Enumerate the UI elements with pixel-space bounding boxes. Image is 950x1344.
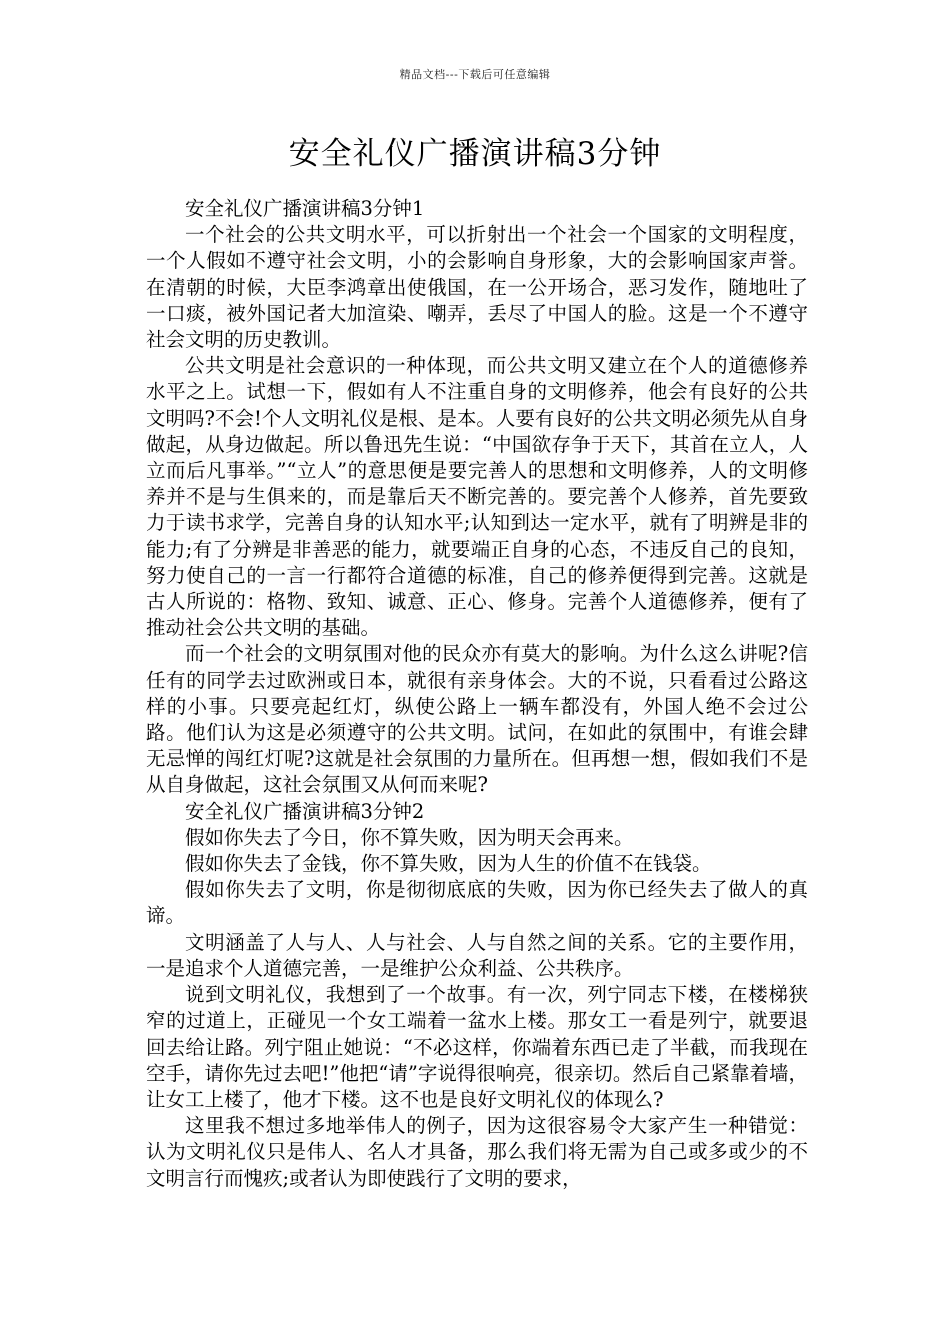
section-heading-1: 安全礼仪广播演讲稿3分钟1: [185, 197, 425, 220]
paragraph: 说到文明礼仪，我想到了一个故事。有一次，列宁同志下楼，在楼梯狭窄的过道上，正碰见一个女工端着一盆水上楼。那女工一看是列宁，就要退回去给让路。列宁阻止她说：“不必这样，你端着东西已走了半截，而我现在空手，请你先过去吧!”他把“请”字说得很响亮，很亲切。然后自己紧靠着墙，让女工上楼了，他才下楼。这不也是良好文明礼仪的体现么?: [146, 983, 808, 1111]
header-note: 精品文档---下载后可任意编辑: [399, 68, 551, 81]
document-body: [146, 196, 808, 1192]
section-heading-2: 安全礼仪广播演讲稿3分钟2: [185, 799, 425, 823]
paragraph: 一个社会的公共文明水平，可以折射出一个社会一个国家的文明程度，一个人假如不遵守社会文明，小的会影响自身形象，大的会影响国家声誉。在清朝的时候，大臣李鸿章出使俄国，在一公开场合，恶习发作，随地吐了一口痰，被外国记者大加渲染、嘲弄，丢尽了中国人的脸。这是一个不遵守社会文明的历史教训。: [146, 223, 808, 352]
paragraph: 而一个社会的文明氛围对他的民众亦有莫大的影响。为什么这么讲呢?信任有的同学去过欧洲或日本，就很有亲身体会。大的不说，只看看过公路这样的小事。只要亮起红灯，纵使公路上一辆车都没有，外国人绝不会过公路。他们认为这是必须遵守的公共文明。试问，在如此的氛围中，有谁会肆无忌惮的闯红灯呢?这就是社会氛围的力量所在。但再想一想，假如我们不是从自身做起，这社会氛围又从何而来呢?: [146, 642, 808, 797]
paragraph: 假如你失去了今日，你不算失败，因为明天会再来。: [185, 825, 634, 849]
paragraph: 假如你失去了文明，你是彻彻底底的失败，因为你已经失去了做人的真谛。: [146, 878, 808, 928]
paragraph: 假如你失去了金钱，你不算失败，因为人生的价值不在钱袋。: [185, 852, 712, 876]
paragraph: 这里我不想过多地举伟人的例子，因为这很容易令大家产生一种错觉：认为文明礼仪只是伟人、名人才具备，那么我们将无需为自己或多或少的不文明言行而愧疚;或者认为即使践行了文明的要求，: [146, 1114, 808, 1190]
document-title: 安全礼仪广播演讲稿3分钟: [288, 136, 662, 172]
paragraph: 公共文明是社会意识的一种体现，而公共文明又建立在个人的道德修养水平之上。试想一下，假如有人不注重自身的文明修养，他会有良好的公共文明吗?不会!个人文明礼仪是根、是本。人要有良好的公共文明必须先从自身做起，从身边做起。所以鲁迅先生说：“中国欲存争于天下，其首在立人，人立而后凡事举。”“立人”的意思便是要完善人的思想和文明修养，人的文明修养并不是与生俱来的，而是靠后天不断完善的。要完善个人修养，首先要致力于读书求学，完善自身的认知水平;认知到达一定水平，就有了明辨是非的能力;有了分辨是非善恶的能力，就要端正自身的心态，不违反自己的良知，努力使自己的一言一行都符合道德的标准，自己的修养便得到完善。这就是古人所说的：格物、致知、诚意、正心、修身。完善个人道德修养，便有了推动社会公共文明的基础。: [146, 354, 808, 640]
paragraph: 文明涵盖了人与人、人与社会、人与自然之间的关系。它的主要作用，一是追求个人道德完善，一是维护公众利益、公共秩序。: [146, 930, 808, 980]
